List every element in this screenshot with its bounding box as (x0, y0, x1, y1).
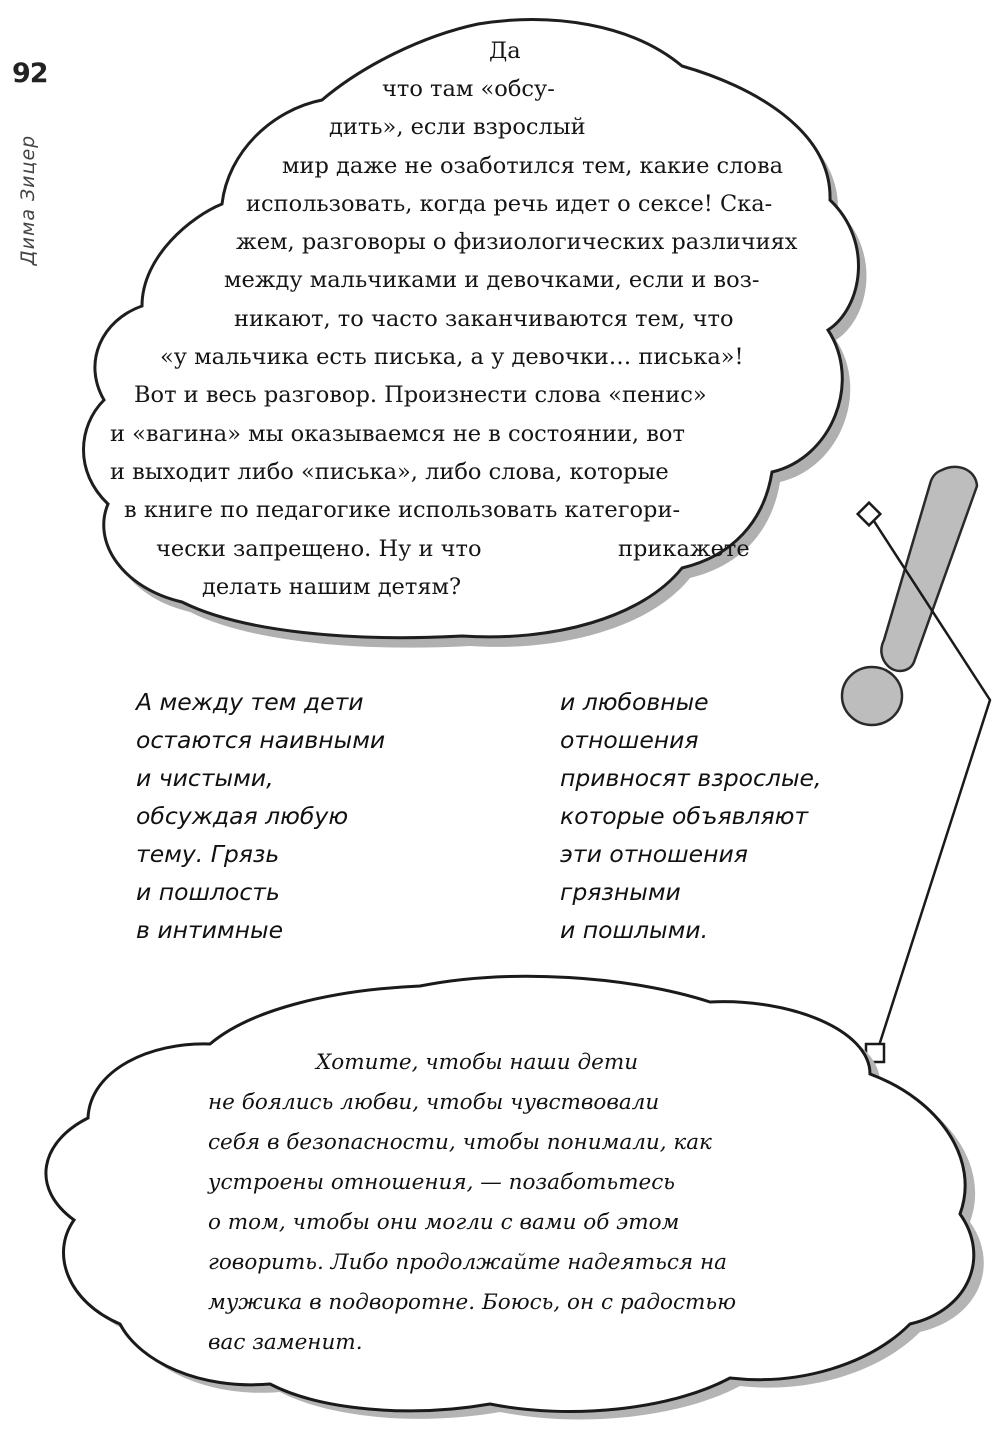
middle-left-line: и чистыми, (136, 764, 274, 792)
middle-left-line: обсуждая любую (136, 802, 349, 830)
bottom-bubble-line: вас заменит. (208, 1330, 363, 1355)
middle-left-line: остаются наивными (136, 726, 386, 754)
middle-right-line: и пошлыми. (560, 916, 709, 944)
top-bubble-line: и выходит либо «писька», либо слова, которые (110, 459, 669, 485)
top-bubble-line: мир даже не озаботился тем, какие слова (282, 153, 784, 179)
bottom-bubble-line: не боялись любви, чтобы чувствовали (208, 1090, 660, 1115)
middle-right-line: привносят взрослые, (560, 764, 822, 792)
bottom-bubble-line: Хотите, чтобы наши дети (316, 1050, 639, 1075)
bottom-bubble-line: устроены отношения, — позаботьтесь (208, 1170, 675, 1195)
top-bubble-line: никают, то часто заканчиваются тем, что (234, 306, 734, 332)
exclamation-dot (842, 667, 902, 725)
top-bubble-line: использовать, когда речь идет о сексе! Ска- (246, 191, 773, 217)
top-bubble-line: чески запрещено. Ну и что (156, 536, 482, 562)
top-bubble-line: жем, разговоры о физиологических различиях (236, 229, 798, 255)
top-bubble-line: в книге по педагогике использовать категори- (124, 497, 681, 523)
top-bubble-line: «у мальчика есть писька, а у девочки… писька»! (160, 344, 744, 370)
page-number: 92 (12, 58, 48, 89)
top-bubble-line: между мальчиками и девочками, если и воз- (224, 267, 760, 293)
top-bubble-line: что там «обсу- (382, 76, 555, 102)
middle-left-line: в интимные (136, 916, 284, 944)
middle-right-line: отношения (560, 726, 699, 754)
top-bubble-line: и «вагина» мы оказываемся не в состоянии, вот (110, 421, 685, 447)
top-bubble-line: делать нашим детям? (202, 574, 462, 600)
middle-right-line: эти отношения (560, 840, 748, 868)
bottom-bubble-line: говорить. Либо продолжайте надеяться на (208, 1250, 727, 1275)
connector-handle-top (858, 503, 881, 526)
bottom-bubble-line: себя в безопасности, чтобы понимали, как (208, 1130, 712, 1155)
middle-left-line: тему. Грязь (136, 840, 280, 868)
middle-right-line: и любовные (560, 688, 709, 716)
bottom-bubble-line: о том, чтобы они могли с вами об этом (208, 1210, 680, 1235)
top-bubble-line: дить», если взрослый (329, 114, 586, 140)
middle-right-line: грязными (560, 878, 681, 906)
author-name: Дима Зицер (17, 134, 39, 266)
top-bubble-line: прикажете (618, 536, 750, 562)
exclamation-bar (881, 467, 977, 671)
middle-left-line: и пошлость (136, 878, 280, 906)
middle-right-line: которые объявляют (560, 802, 809, 830)
middle-left-line: А между тем дети (136, 688, 364, 716)
top-bubble-line: Вот и весь разговор. Произнести слова «пенис» (134, 382, 707, 408)
bottom-bubble-line: мужика в подворотне. Боюсь, он с радостью (208, 1290, 737, 1315)
top-bubble-line: Да (489, 38, 521, 64)
